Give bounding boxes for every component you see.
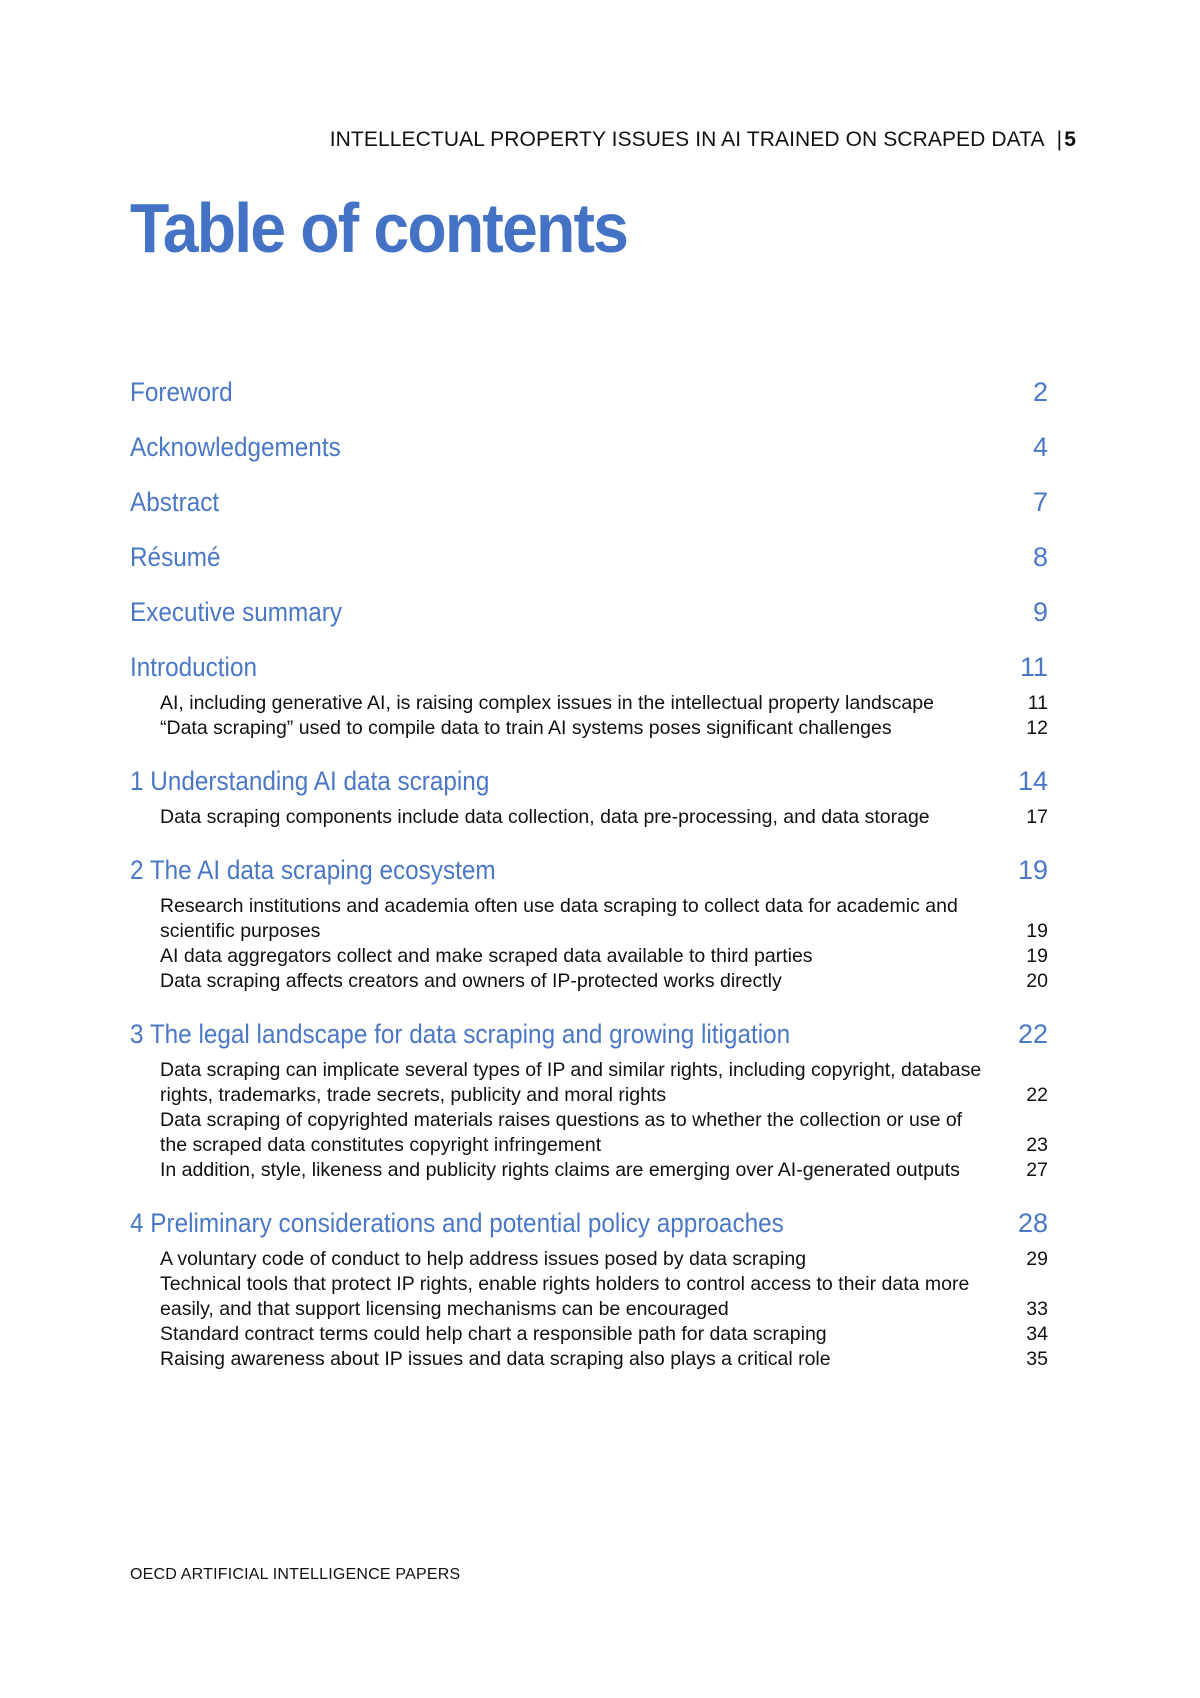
toc-entry <box>130 427 1048 482</box>
toc-entry-label: 3 The legal landscape for data scraping and growing litigation <box>130 1019 791 1049</box>
toc-subentry[interactable] <box>130 944 1048 969</box>
toc-subentry[interactable] <box>130 1247 1048 1272</box>
toc-subentry-label: In addition, style, likeness and publicity rights claims are emerging over AI-generated outputs <box>160 1159 960 1181</box>
toc-subentry-page: 19 <box>1026 945 1048 967</box>
toc-spacer <box>130 577 1048 592</box>
toc-entry-label: 4 Preliminary considerations and potential policy approaches <box>130 1208 784 1238</box>
toc-entry-label: 1 Understanding AI data scraping <box>130 766 490 796</box>
toc-subentry-page: 23 <box>1026 1134 1048 1156</box>
toc-entry <box>130 482 1048 537</box>
toc-subentry-label: Technical tools that protect IP rights, enable rights holders to control access to their data more easily, and that support licensing mechanisms can be encouraged <box>160 1273 970 1320</box>
toc-subentry-label: A voluntary code of conduct to help address issues posed by data scraping <box>160 1248 807 1270</box>
toc-entry <box>130 372 1048 427</box>
toc-subentry[interactable] <box>130 716 1048 741</box>
toc-spacer <box>130 412 1048 427</box>
toc-entry-page: 22 <box>1017 1019 1048 1049</box>
page-footer: OECD ARTIFICIAL INTELLIGENCE PAPERS <box>130 1566 461 1583</box>
toc-subentry[interactable] <box>130 969 1048 994</box>
toc-entry <box>130 850 1048 994</box>
toc-subentry[interactable] <box>130 1347 1048 1372</box>
toc-subentry[interactable] <box>130 1272 1048 1322</box>
toc-subentry-label: Data scraping can implicate several types of IP and similar rights, including copyright, database rights, trademarks, trade secrets, publicity and moral rights <box>160 1059 982 1106</box>
toc-entry-label: Abstract <box>130 487 220 517</box>
toc-subentry[interactable] <box>130 1058 1048 1108</box>
toc-entry-link[interactable] <box>130 1014 1048 1054</box>
toc-entry-label: Résumé <box>130 542 221 572</box>
toc-subentry-label: “Data scraping” used to compile data to train AI systems poses significant challenges <box>160 717 892 739</box>
toc-entry-page: 14 <box>1017 766 1048 796</box>
toc-entry-label: 2 The AI data scraping ecosystem <box>130 855 496 885</box>
toc-subentries <box>130 894 1048 994</box>
toc-entry-link[interactable] <box>130 537 1048 577</box>
toc-entry-link[interactable] <box>130 761 1048 801</box>
toc-entry <box>130 592 1048 647</box>
toc-subentries <box>130 1058 1048 1183</box>
toc-subentry[interactable] <box>130 805 1048 830</box>
toc-entry-page: 8 <box>1032 542 1048 572</box>
toc-subentries <box>130 1247 1048 1372</box>
toc-entry-page: 28 <box>1017 1208 1048 1238</box>
toc-entry-link[interactable] <box>130 1203 1048 1243</box>
toc-entry-link[interactable] <box>130 427 1048 467</box>
toc-entry <box>130 761 1048 830</box>
header-separator: | <box>1056 128 1063 151</box>
toc-subentry-label: Standard contract terms could help chart a responsible path for data scraping <box>160 1323 827 1345</box>
toc-entry-link[interactable] <box>130 592 1048 632</box>
toc-entry-link[interactable] <box>130 372 1048 412</box>
toc-spacer <box>130 522 1048 537</box>
toc-subentry[interactable] <box>130 894 1048 944</box>
toc-entry-label: Introduction <box>130 652 257 682</box>
toc-entry-page: 11 <box>1019 652 1048 682</box>
toc-subentry-page: 22 <box>1026 1084 1048 1106</box>
toc-entry <box>130 1203 1048 1372</box>
toc-subentry-label: Data scraping of copyrighted materials raises questions as to whether the collection or use of the scraped data constitutes copyright infringement <box>160 1109 963 1156</box>
toc-subentries <box>130 691 1048 741</box>
toc-subentry-page: 12 <box>1026 717 1048 739</box>
toc-entry <box>130 647 1048 741</box>
toc-entry <box>130 537 1048 592</box>
toc-entry-label: Executive summary <box>130 597 343 627</box>
toc-subentry-label: AI, including generative AI, is raising complex issues in the intellectual property landscape <box>160 692 934 714</box>
page-title: Table of contents <box>130 189 628 267</box>
toc-entry-page: 2 <box>1032 377 1048 407</box>
table-of-contents <box>130 372 1048 1392</box>
toc-subentry-page: 35 <box>1026 1348 1048 1370</box>
toc-subentry-page: 27 <box>1026 1159 1048 1181</box>
toc-entry-link[interactable] <box>130 850 1048 890</box>
toc-entry <box>130 1014 1048 1183</box>
toc-subentries <box>130 805 1048 830</box>
toc-entry-link[interactable] <box>130 647 1048 687</box>
toc-entry-page: 9 <box>1032 597 1048 627</box>
toc-subentry-page: 29 <box>1026 1248 1048 1270</box>
toc-entry-page: 4 <box>1032 432 1048 462</box>
toc-subentry-label: Raising awareness about IP issues and data scraping also plays a critical role <box>160 1348 831 1370</box>
running-title: INTELLECTUAL PROPERTY ISSUES IN AI TRAINED ON SCRAPED DATA <box>329 128 1045 151</box>
toc-subentry-label: AI data aggregators collect and make scraped data available to third parties <box>160 945 813 967</box>
header-page-number: 5 <box>1064 128 1076 151</box>
toc-subentry[interactable] <box>130 1158 1048 1183</box>
toc-subentry-page: 34 <box>1026 1323 1048 1345</box>
toc-spacer <box>130 632 1048 647</box>
toc-subentry-label: Data scraping components include data collection, data pre-processing, and data storage <box>160 806 930 828</box>
toc-spacer <box>130 467 1048 482</box>
toc-entry-label: Foreword <box>130 377 233 407</box>
toc-entry-label: Acknowledgements <box>130 432 341 462</box>
toc-entry-page: 7 <box>1032 487 1048 517</box>
toc-subentry-page: 20 <box>1026 970 1048 992</box>
toc-entry-link[interactable] <box>130 482 1048 522</box>
toc-subentry-label: Research institutions and academia often use data scraping to collect data for academic and scientific purposes <box>160 895 958 942</box>
toc-subentry-page: 33 <box>1026 1298 1048 1320</box>
running-header <box>330 128 1076 152</box>
toc-subentry-label: Data scraping affects creators and owners of IP-protected works directly <box>160 970 782 992</box>
toc-subentry[interactable] <box>130 691 1048 716</box>
toc-subentry-page: 11 <box>1027 692 1048 714</box>
toc-subentry[interactable] <box>130 1322 1048 1347</box>
toc-subentry-page: 17 <box>1026 806 1048 828</box>
toc-subentry-page: 19 <box>1026 920 1048 942</box>
toc-entry-page: 19 <box>1017 855 1048 885</box>
toc-subentry[interactable] <box>130 1108 1048 1158</box>
